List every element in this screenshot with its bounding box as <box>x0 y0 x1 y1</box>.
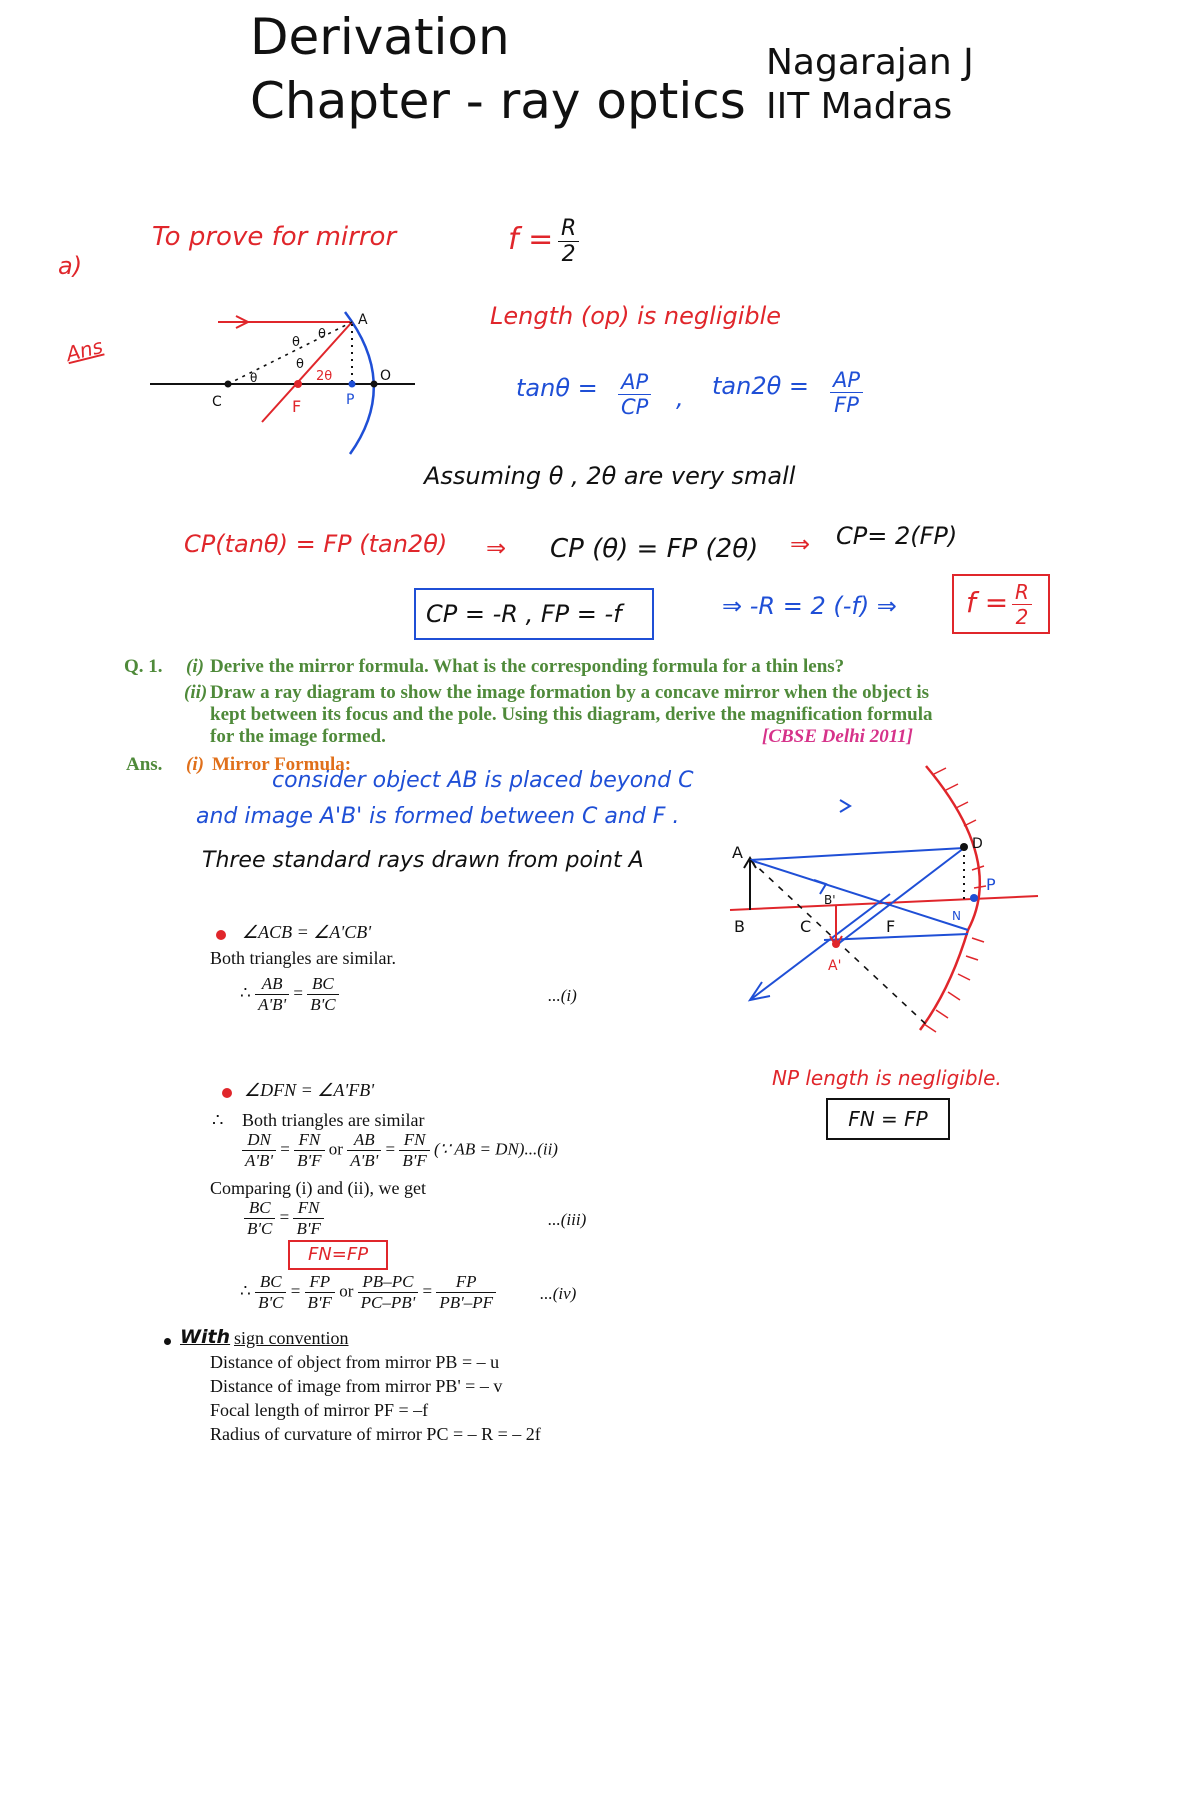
title-line-2: Chapter - ray optics <box>250 72 746 130</box>
separator-comma: , <box>676 384 684 412</box>
implies-2: ⇒ <box>790 530 811 558</box>
label-theta-3: θ <box>318 327 326 342</box>
ray-reflected-focus <box>838 848 964 944</box>
point-P <box>349 381 356 388</box>
radius-curvature: Radius of curvature of mirror PC = – R = – 2f <box>210 1424 541 1444</box>
comparing: Comparing (i) and (ii), we get <box>210 1178 426 1198</box>
label-2theta: 2θ <box>316 369 333 384</box>
np-negligible-note: NP length is negligible. <box>772 1066 1002 1090</box>
q1-i-num: (i) <box>186 656 204 677</box>
q1-source: [CBSE Delhi 2011] <box>762 726 913 747</box>
equation-1: CP(tanθ) = FP (tan2θ) <box>184 530 448 558</box>
ray-parallel <box>750 848 964 860</box>
negligible-note: Length (op) is negligible <box>490 302 782 330</box>
tag-1: ...(i) <box>548 986 577 1005</box>
ray-diagram-b <box>720 760 1050 1050</box>
label-theta-1: θ <box>292 335 300 350</box>
focal-length: Focal length of mirror PF = –f <box>210 1400 429 1420</box>
question-label-a: a) <box>58 252 83 280</box>
similar-2: Both triangles are similar <box>242 1110 425 1130</box>
reflected-ray <box>262 322 355 422</box>
tag-4: ...(iv) <box>540 1284 577 1303</box>
equation-3: CP= 2(FP) <box>836 522 958 550</box>
equation-4: ⇒ -R = 2 (-f) ⇒ <box>722 592 897 620</box>
similar-1: Both triangles are similar. <box>210 948 396 968</box>
q1-ii-num: (ii) <box>184 682 208 703</box>
AP-over-CP: $\frac{AP}{CP}$ <box>618 370 651 419</box>
q1-ii-line-3: for the image formed. <box>210 726 386 747</box>
implies-1: ⇒ <box>486 534 507 562</box>
label-B: B <box>734 917 745 936</box>
ans-label: Ans. <box>126 754 163 775</box>
mirror-diagram-a <box>140 300 430 460</box>
label-B-prime: B' <box>824 893 836 907</box>
normal-line <box>228 322 352 384</box>
tan-theta: tanθ = <box>516 374 598 402</box>
label-N: N <box>952 909 961 923</box>
q1-ii-line-2: kept between its focus and the pole. Using this diagram, derive the magnification formula <box>210 704 933 725</box>
angle-equality-2: ∠DFN = ∠A'FB' <box>244 1080 375 1100</box>
angle-equality-1: ∠ACB = ∠A'CB' <box>242 922 372 942</box>
point-O <box>371 381 378 388</box>
label-P: P <box>986 875 996 894</box>
sign-box: CP = -R , FP = -f <box>414 588 654 640</box>
q1-ii-line-1: Draw a ray diagram to show the image formation by a concave mirror when the object is <box>210 682 930 703</box>
result-box <box>952 574 1050 634</box>
label-F: F <box>886 917 896 936</box>
label-A-prime: A' <box>828 958 842 974</box>
ans-head-text: Mirror Formula: <box>212 754 352 775</box>
arrow-icon <box>840 800 850 812</box>
result-f: f = <box>966 586 1009 619</box>
ans-head-num: (i) <box>186 754 204 775</box>
author-affiliation: IIT Madras <box>766 86 953 127</box>
ray-extended <box>750 894 890 1000</box>
bullet-3 <box>164 1338 171 1345</box>
label-theta-2: θ <box>296 357 304 372</box>
distance-object: Distance of object from mirror PB = – u <box>210 1352 500 1372</box>
point-C <box>225 381 232 388</box>
label-F: F <box>292 397 302 416</box>
point-D <box>960 843 968 851</box>
f-equals: f = <box>508 222 554 257</box>
arrow-icon <box>750 982 770 1000</box>
handwritten-line-1: consider object AB is placed beyond C <box>272 768 694 793</box>
ratio-2: $\frac{DN}{A'B'}$ = $\frac{FN}{B'F}$ or $\frac{AB}{A'B'}$ = $\frac{FN}{B'F}$ (∵ AB = DN)...(ii) <box>242 1130 558 1171</box>
tag-3: ...(iii) <box>548 1210 587 1229</box>
point-P <box>970 894 978 902</box>
bullet-2 <box>222 1088 232 1098</box>
ratio-1: ∴ $\frac{AB}{A'B'}$ = $\frac{BC}{B'C}$ <box>240 974 339 1015</box>
label-theta-c: θ <box>250 371 258 385</box>
ratio-3: $\frac{BC}{B'C}$ = $\frac{FN}{B'F}$ <box>244 1198 324 1239</box>
distance-image: Distance of image from mirror PB' = – v <box>210 1376 503 1396</box>
point-A-prime <box>832 940 840 948</box>
label-C: C <box>800 917 812 936</box>
label-D: D <box>972 836 983 852</box>
label-A: A <box>358 312 368 328</box>
point-F <box>294 380 302 388</box>
fn-fp-black-box: FN = FP <box>826 1098 950 1140</box>
label-C: C <box>212 394 222 410</box>
answer-label: Ans <box>63 333 106 367</box>
label-P: P <box>346 392 355 408</box>
tan-2theta: tan2θ = <box>712 372 810 400</box>
ratio-4: ∴ $\frac{BC}{B'C}$ = $\frac{FP}{B'F}$ or $\frac{PB-PC}{PC-PB'}$ = $\frac{FP}{PB'-PF}$ <box>240 1272 496 1313</box>
bullet-1 <box>216 930 226 940</box>
equation-2: CP (θ) = FP (2θ) <box>550 534 759 564</box>
prove-statement: To prove for mirror <box>152 222 397 252</box>
label-O: O <box>380 368 392 384</box>
handwritten-line-3: Three standard rays drawn from point A <box>202 848 644 873</box>
q1-i-text: Derive the mirror formula. What is the corresponding formula for a thin lens? <box>210 656 845 677</box>
assumption: Assuming θ , 2θ are very small <box>424 462 796 490</box>
with-label: With <box>180 1326 231 1348</box>
fn-fp-red-box: FN=FP <box>288 1240 388 1270</box>
result-R-over-2: $\frac{R}{2}$ <box>1012 580 1032 629</box>
therefore-2: ∴ <box>212 1110 224 1130</box>
label-A: A <box>732 843 743 862</box>
R-over-2: $\frac{R}{2}$ <box>558 216 579 267</box>
author-name: Nagarajan J <box>766 42 974 83</box>
q1-label: Q. 1. <box>124 656 163 677</box>
sign-convention: sign convention <box>234 1328 349 1348</box>
handwritten-line-2: and image A'B' is formed between C and F . <box>196 804 680 829</box>
title-line-1: Derivation <box>250 8 510 66</box>
AP-over-FP: $\frac{AP}{FP}$ <box>830 368 863 417</box>
